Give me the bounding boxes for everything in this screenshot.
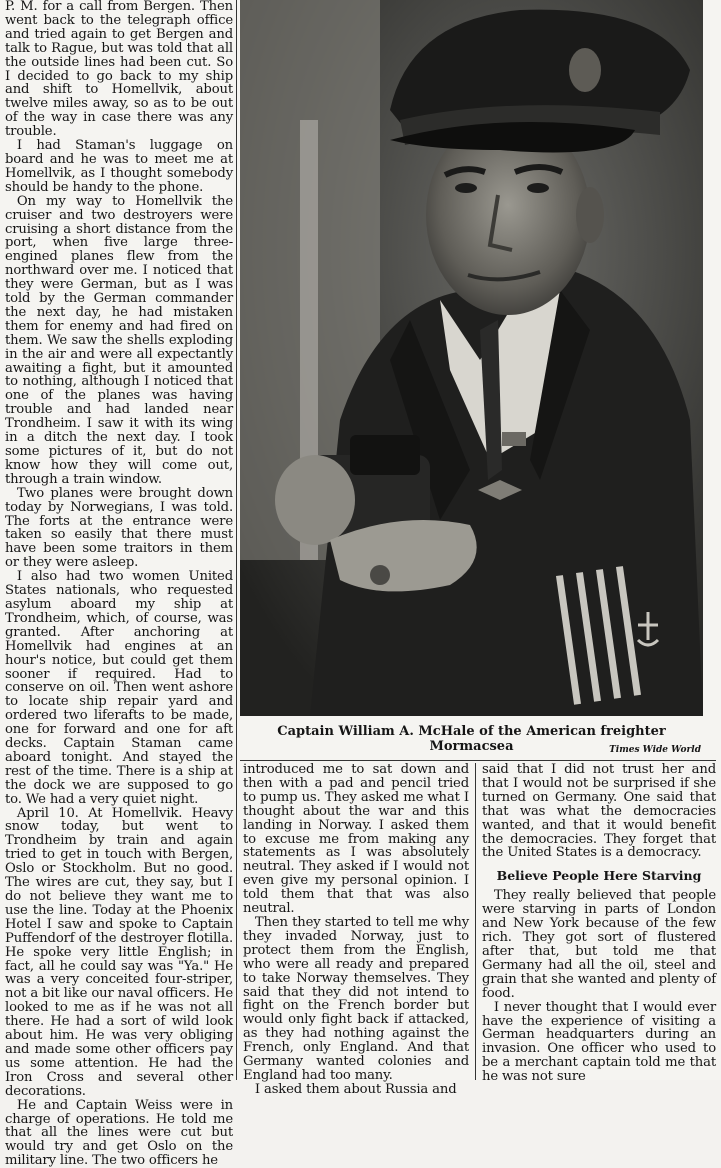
captain-photo [240,0,703,716]
column-divider [475,763,476,1080]
paragraph: I never thought that I would ever have the experience of visiting a German headquarters during an invasion. One officer who used to be a merchant captain told me that he was not sure [482,999,716,1085]
right-article-column [482,762,716,1085]
subheading: Believe People Here Starving [496,868,702,884]
section-divider [240,760,716,761]
paragraph: introduced me to sat down and then with a pad and pencil tried to pump us. They asked me what I thought about the war and this landing in Norway. I asked them to excuse me from making any statements as I was absolutely neutral. They asked if I would not even give my personal opinion. I told them that that was also neutral. [243,762,469,917]
paragraph: Two planes were brought down today by Norwegians, I was told. The forts at the entrance were taken so easily that there must have been some traitors in them or they were asleep. [5,485,233,571]
column-divider [236,0,237,1080]
captain-portrait-image [240,0,703,716]
paragraph: They really believed that people were starving in parts of London and New York because of the few rich. They got sort of flustered after that, but told me that Germany had all the oil, steel and grain that she wanted and plenty of food. [482,888,716,1001]
paragraph: April 10. At Homellvik. Heavy snow today, but went to Trondheim by train and again tried to get in touch with Bergen, Oslo or Stockholm. But no good. The wires are cut, they say, but I do not believe they want me to use the line. Today at the Phoenix Hotel I saw and spoke to Captain Puffendorf of the destroyer flotilla. He spoke very little English; in fact, all he could say was "Ya." He was a very conceited four-striper, not a bit like our naval officers. He looked to me as if he was not all there. He had a sort of wild look about him. He was very obliging and made some other officers pay us some attention. He had the Iron Cross and several other decorations. [5,805,233,1099]
left-article-column [5,0,233,1168]
middle-article-column [243,762,469,1097]
paragraph: I asked them about Russia and [254,1081,457,1097]
photo-credit: Times Wide World [609,745,701,755]
paragraph: I also had two women United States nationals, who requested asylum aboard my ship at Trondheim, which, of course, was granted. After anchoring at Homellvik had engines at an hour's notice, but could get them sooner if required. Had to conserve on oil. Then went ashore to locate ship repair yard and ordered two liferafts to be made, one for forward and one for aft decks. Captain Staman came aboard tonight. And stayed the rest of the time. There is a ship at the dock we are supposed to go to. We had a very quiet night. [5,569,233,807]
paragraph: P. M. for a call from Bergen. Then went back to the telegraph office and tried again to get Bergen and talk to Rague, but was told that all the outside lines had been cut. So I decided to go back to my ship and shift to Homellvik, about twelve miles away, so as to be out of the way in case there was any trouble. [5,0,233,140]
paragraph: Then they started to tell me why they invaded Norway, just to protect them from the English, who were all ready and prepared to take Norway themselves. They said that they did not intend to fight on the French border but would only fight back if attacked, as they had nothing against the French, only England. And that Germany wanted colonies and England had too many. [243,914,469,1083]
paragraph: I had Staman's luggage on board and he was to meet me at Homellvik, as I thought somebody should be handy to the phone. [5,138,233,195]
photo-caption: Captain William A. McHale of the American freighter Mormacsea [277,724,666,754]
paragraph: said that I did not trust her and that I would not be surprised if she turned on Germany. One said that that was what the democracies wanted, and that it would benefit the democracies. They forget that the United States is a democracy. [482,762,716,861]
paragraph: On my way to Homellvik the cruiser and two destroyers were cruising a short distance from the port, when five large three-engined planes flew from the northward over me. I noticed that they were German, but as I was told by the German commander the next day, he had mistaken them for enemy and had fired on them. We saw the shells exploding in the air and were all expectantly awaiting a fight, but it amounted to nothing, although I noticed that one of the planes was having trouble and had landed near Trondheim. I saw it with its wing in a ditch the next day. I took some pictures of it, but do not know how they will come out, through a train window. [5,193,233,487]
paragraph: He and Captain Weiss were in charge of operations. He told me that all the lines were cut but would try and get Oslo on the military line. The two officers he [5,1097,233,1168]
